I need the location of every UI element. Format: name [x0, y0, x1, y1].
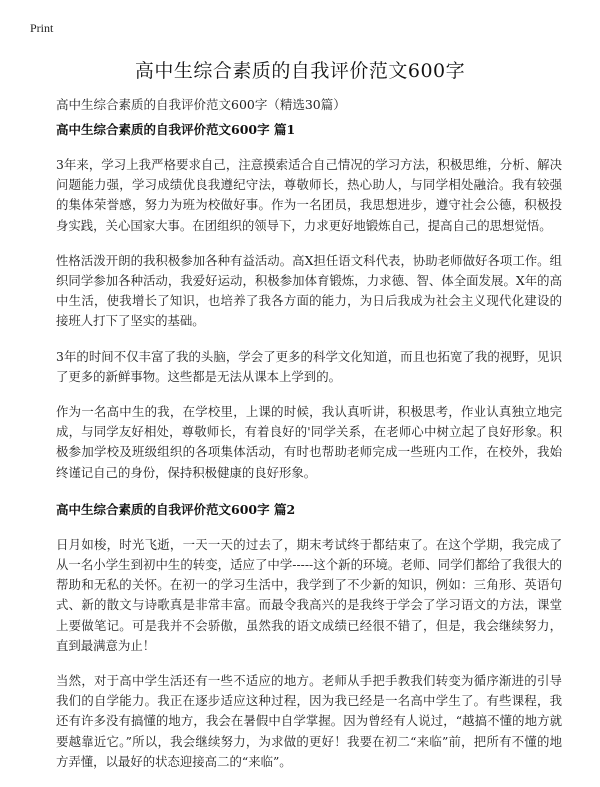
document-body: [56, 120, 562, 787]
section-heading: 高中生综合素质的自我评价范文600字 篇1: [56, 122, 296, 137]
paragraph: 性格活泼开朗的我积极参加各种有益活动。高X担任语文科代表，协助老师做好各项工作。组织同学参加各种活动，我爱好运动，积极参加体育锻炼，力求德、智、体全面发展。X年的高中生活，使我增长了知识，也培养了我各方面的能力，为日后我成为社会主义现代化建设的接班人打下了坚实的基础。: [56, 252, 562, 329]
paragraph: 当然，对于高中学生活还有一些不适应的地方。老师从手把手教我们转变为循序渐进的引导我们的自学能力。我正在逐步适应这种过程，因为我已经是一名高中学生了。有些课程，我还有许多没有搞懂的地方，我会在暑假中自学掌握。因为曾经有人说过，“越搞不懂的地方就要越靠近它。”所以，我会继续努力，为求做的更好！我要在初二“来临”前，把所有不懂的地方弄懂，以最好的状态迎接高二的“来临”。: [56, 673, 562, 769]
paragraph: 3年来，学习上我严格要求自己，注意摸索适合自己情况的学习方法，积极思维，分析、解决问题能力强，学习成绩优良我遵纪守法，尊敬师长，热心助人，与同学相处融洽。我有较强的集体荣誉感，努力为班为校做好事。作为一名团员，我思想进步，遵守社会公德，积极投身实践，关心国家大事。在团组织的领导下，力求更好地锻炼自己，提高自己的思想觉悟。: [56, 157, 562, 233]
paragraph: 作为一名高中生的我，在学校里，上课的时候，我认真听讲，积极思考，作业认真独立地完成，与同学友好相处，尊敬师长，有着良好的'同学关系，在老师心中树立起了良好形象。积极参加学校及班级组织的各项集体活动，有时也帮助老师完成一些班内工作，在校外，我始终谨记自己的身份，保持积极健康的良好形象。: [56, 404, 562, 480]
document-subtitle: 高中生综合素质的自我评价范文600字（精选30篇）: [56, 97, 346, 112]
document-title: 高中生综合素质的自我评价范文600字: [134, 60, 466, 82]
paragraph: 日月如梭，时光飞逝，一天一天的过去了，期末考试终于都结束了。在这个学期，我完成了从一名小学生到初中生的转变，适应了中学-----这个新的环境。老师、同学们都给了我很大的帮助和无私的关怀。在初一的学习生活中，我学到了不少新的知识，例如：三角形、英语句式、新的散文与诗歌真是非常丰富。而最令我高兴的是我终于学会了学习语文的方法，课堂上要做笔记。可是我并不会骄傲，虽然我的语文成绩已经很不错了，但是，我会继续努力，直到最满意为止！: [56, 536, 562, 653]
paragraph: 3年的时间不仅丰富了我的头脑，学会了更多的科学文化知道，而且也拓宽了我的视野，见识了更多的新鲜事物。这些都是无法从课本上学到的。: [56, 348, 562, 384]
section-2: [56, 500, 562, 772]
section-heading: 高中生综合素质的自我评价范文600字 篇2: [56, 501, 296, 517]
print-link[interactable]: Print: [30, 21, 54, 35]
section-1: [56, 120, 562, 483]
